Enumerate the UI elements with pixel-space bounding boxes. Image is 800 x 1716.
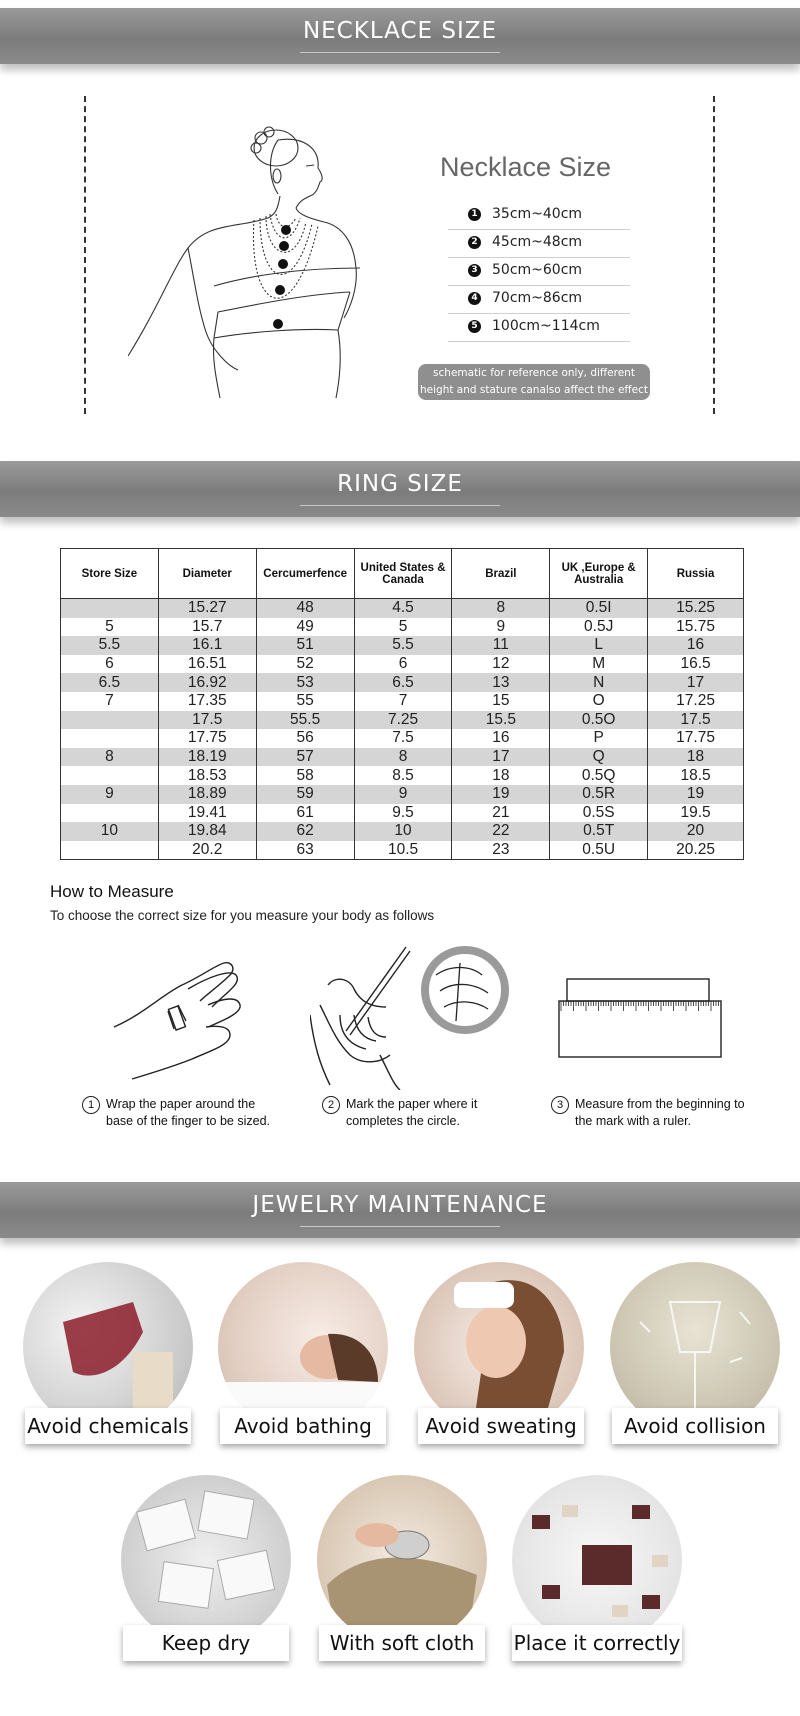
table-cell: 15.5 [452,711,550,730]
column-header: Diameter [158,549,256,599]
table-row [61,618,744,637]
table-cell: 5 [61,618,159,637]
table-cell: 6 [61,655,159,674]
reference-note: schematic for reference only, different height and stature canalso affect the effect [418,364,650,400]
avoid-bathing-photo [218,1262,388,1432]
table-cell [61,841,159,860]
table-cell: 15.27 [158,599,256,618]
table-cell: 8.5 [354,766,452,785]
size-range: 100cm~114cm [492,318,600,334]
table-cell: 16.92 [158,673,256,692]
table-cell: 52 [256,655,354,674]
table-cell: 18.89 [158,785,256,804]
ruler-illustration [555,975,725,1065]
table-cell: 20 [648,822,744,841]
ring-section-banner [0,461,800,517]
table-cell: M [550,655,648,674]
table-cell: 0.5O [550,711,648,730]
column-header: Cercumerfence [256,549,354,599]
table-cell: 17.5 [648,711,744,730]
table-cell: 6.5 [61,673,159,692]
column-header: Store Size [61,549,159,599]
maintenance-section-banner [0,1182,800,1238]
table-cell: 18 [648,748,744,767]
table-cell: 16.5 [648,655,744,674]
table-cell: 18.19 [158,748,256,767]
table-cell: 5.5 [61,636,159,655]
hand-wrap-illustration [112,955,252,1090]
size-number-badge: 2 [468,236,481,249]
table-cell: 6 [354,655,452,674]
table-row [61,804,744,823]
table-cell: 0.5T [550,822,648,841]
table-cell: 19.84 [158,822,256,841]
table-cell: 10.5 [354,841,452,860]
necklace-section-banner [0,8,800,64]
table-cell: 58 [256,766,354,785]
step-number: 3 [551,1096,569,1114]
table-cell: 0.5R [550,785,648,804]
how-to-measure-subtitle: To choose the correct size for you measure your body as follows [50,908,435,923]
table-cell: 0.5I [550,599,648,618]
table-cell: 16 [648,636,744,655]
table-cell: 18.53 [158,766,256,785]
necklace-woman-illustration [128,118,388,398]
ring-section-title: RING SIZE [337,471,463,497]
table-cell: P [550,729,648,748]
table-cell: 51 [256,636,354,655]
maintenance-section-title: JEWELRY MAINTENANCE [252,1192,548,1218]
table-cell: 62 [256,822,354,841]
size-range: 45cm~48cm [492,234,583,250]
table-cell: 5.5 [354,636,452,655]
avoid-collision-photo [610,1262,780,1432]
size-number-badge: 1 [468,208,481,221]
table-cell: 16 [452,729,550,748]
table-cell: 9 [61,785,159,804]
avoid-sweating-photo [414,1262,584,1432]
table-cell: 18 [452,766,550,785]
step-number: 2 [322,1096,340,1114]
table-cell: 9.5 [354,804,452,823]
table-cell: 53 [256,673,354,692]
table-cell: 59 [256,785,354,804]
table-cell: 11 [452,636,550,655]
soft-cloth-photo [317,1475,487,1645]
necklace-section-title: NECKLACE SIZE [302,18,498,44]
table-cell [61,711,159,730]
table-cell: 15.25 [648,599,744,618]
table-cell: 10 [61,822,159,841]
table-cell: 22 [452,822,550,841]
table-row [61,599,744,618]
column-header: Brazil [452,549,550,599]
necklace-size-row [448,258,630,286]
size-number-badge: 5 [468,320,481,333]
table-cell: 55.5 [256,711,354,730]
table-cell: N [550,673,648,692]
table-cell: 61 [256,804,354,823]
table-cell: 15 [452,692,550,711]
mark-paper-illustration [310,945,515,1090]
table-cell: 7.25 [354,711,452,730]
table-cell [61,729,159,748]
table-cell: 17 [452,748,550,767]
table-cell: 16.1 [158,636,256,655]
table-cell: 17 [648,673,744,692]
table-cell: 17.75 [648,729,744,748]
table-row [61,655,744,674]
table-row [61,785,744,804]
maintenance-caption: Avoid sweating [418,1408,584,1444]
ring-size-table [60,548,744,860]
dashed-divider [713,96,715,414]
table-cell: 20.25 [648,841,744,860]
table-cell: 17.75 [158,729,256,748]
table-row [61,636,744,655]
table-row [61,748,744,767]
necklace-size-row [448,286,630,314]
table-row [61,692,744,711]
table-cell: 8 [452,599,550,618]
table-cell: 23 [452,841,550,860]
table-cell: 4.5 [354,599,452,618]
step-number: 1 [82,1096,100,1114]
avoid-chemicals-photo [23,1262,193,1432]
maintenance-caption: Place it correctly [512,1625,682,1661]
table-cell: Q [550,748,648,767]
column-header: UK ,Europe & Australia [550,549,648,599]
table-cell: 15.75 [648,618,744,637]
maintenance-caption: With soft cloth [319,1625,485,1661]
necklace-size-row [448,314,630,342]
dashed-divider [84,96,86,414]
table-cell: 21 [452,804,550,823]
table-header-row [61,549,744,599]
size-range: 50cm~60cm [492,262,583,278]
table-cell [61,766,159,785]
necklace-size-row [448,202,630,230]
table-cell: 48 [256,599,354,618]
table-cell: 0.5J [550,618,648,637]
table-cell: 8 [61,748,159,767]
table-cell: 63 [256,841,354,860]
table-cell: 49 [256,618,354,637]
table-cell: 13 [452,673,550,692]
table-cell: O [550,692,648,711]
necklace-size-row [448,230,630,258]
table-cell: 56 [256,729,354,748]
how-to-measure-title: How to Measure [50,882,174,901]
table-cell: 19 [648,785,744,804]
column-header: Russia [648,549,744,599]
table-cell: 19.5 [648,804,744,823]
maintenance-caption: Keep dry [123,1625,289,1661]
table-cell: 0.5Q [550,766,648,785]
table-cell: 16.51 [158,655,256,674]
size-number-badge: 3 [468,264,481,277]
table-cell: 7 [354,692,452,711]
size-range: 35cm~40cm [492,206,583,222]
table-cell: L [550,636,648,655]
table-cell: 5 [354,618,452,637]
table-cell: 0.5S [550,804,648,823]
maintenance-caption: Avoid chemicals [25,1408,191,1444]
maintenance-caption: Avoid bathing [220,1408,386,1444]
table-row [61,673,744,692]
table-cell: 7 [61,692,159,711]
size-range: 70cm~86cm [492,290,583,306]
column-header: United States & Canada [354,549,452,599]
table-cell [61,599,159,618]
table-cell: 18.5 [648,766,744,785]
table-cell: 7.5 [354,729,452,748]
table-cell: 9 [354,785,452,804]
table-cell: 15.7 [158,618,256,637]
table-row [61,729,744,748]
table-row [61,766,744,785]
table-cell: 17.25 [648,692,744,711]
table-cell: 19 [452,785,550,804]
table-cell [61,804,159,823]
keep-dry-photo [121,1475,291,1645]
table-cell: 19.41 [158,804,256,823]
table-cell: 20.2 [158,841,256,860]
table-cell: 9 [452,618,550,637]
table-cell: 12 [452,655,550,674]
place-correctly-photo [512,1475,682,1645]
size-number-badge: 4 [468,292,481,305]
table-cell: 0.5U [550,841,648,860]
table-cell: 17.35 [158,692,256,711]
table-row [61,822,744,841]
table-row [61,841,744,860]
table-cell: 8 [354,748,452,767]
table-cell: 55 [256,692,354,711]
necklace-size-heading: Necklace Size [440,152,612,182]
table-cell: 17.5 [158,711,256,730]
table-row [61,711,744,730]
table-cell: 6.5 [354,673,452,692]
table-cell: 10 [354,822,452,841]
maintenance-caption: Avoid collision [612,1408,778,1444]
table-cell: 57 [256,748,354,767]
